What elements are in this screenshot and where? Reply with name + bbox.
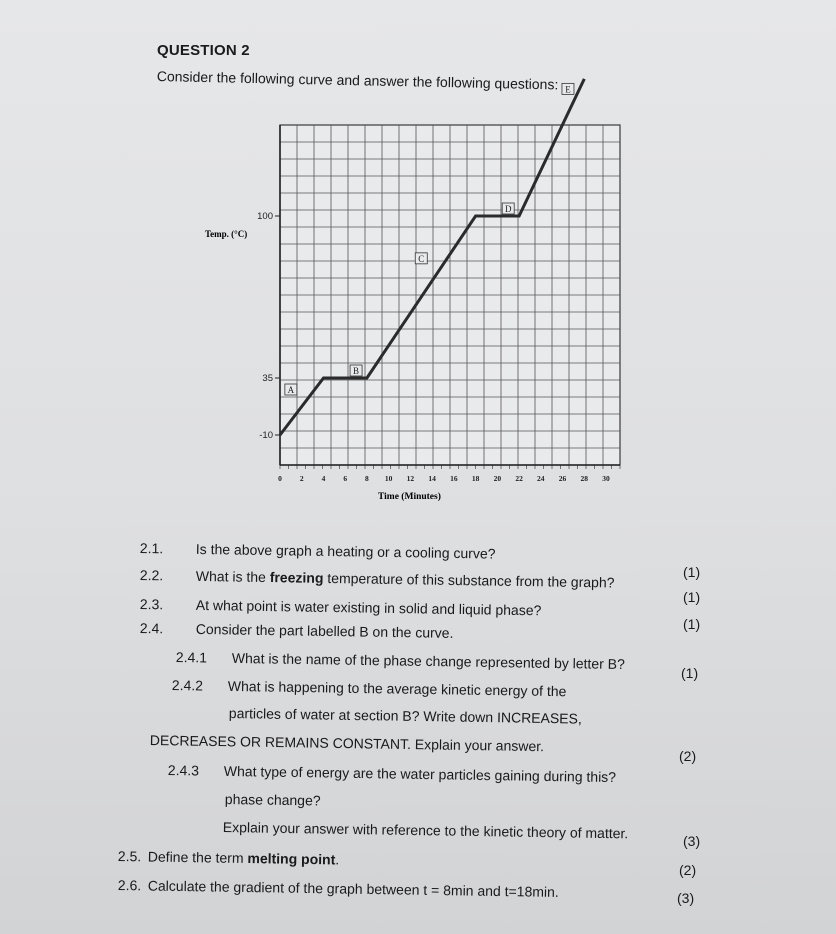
x-tick-label: 8 [365, 474, 369, 483]
x-tick-label: 10 [384, 474, 393, 483]
mark-2-1: (1) [683, 564, 701, 580]
segment-label-b [350, 365, 362, 376]
question-2-1: 2.1. Is the above graph a heating or a cooling curve? [139, 540, 496, 562]
mark-2-2: (1) [683, 589, 701, 605]
question-intro: Consider the following curve and answer the following questions: [156, 68, 559, 93]
x-tick-label: 16 [450, 474, 458, 483]
x-tick-label: 2 [299, 474, 304, 483]
segment-label-d [502, 203, 514, 214]
x-tick-labels [278, 474, 610, 483]
y-tick-label: -10 [259, 430, 273, 441]
x-tick-label: 0 [278, 474, 282, 483]
question-2-4-2-line2: particles of water at section B? Write down INCREASES, [228, 705, 582, 727]
chart-grid [280, 125, 620, 469]
segment-label-text: C [418, 253, 425, 264]
y-axis-label: Temp. (°C) [205, 229, 248, 239]
question-2-5: 2.5. Define the term melting point. [117, 848, 340, 868]
segment-label-a [285, 384, 297, 395]
question-2-4-3-line2: phase change? [224, 791, 321, 809]
segment-label-e [562, 83, 574, 94]
y-tick-label: 35 [262, 373, 273, 384]
segment-label-text: D [504, 204, 512, 214]
x-tick-label: 28 [580, 474, 589, 483]
question-2-2: 2.2. What is the freezing temperature of this substance from the graph? [139, 567, 615, 591]
x-tick-label: 12 [406, 474, 415, 483]
question-2-4-2: 2.4.2 What is happening to the average kinetic energy of the [171, 677, 567, 700]
segment-label-text: A [287, 385, 295, 395]
mark-2-4-3: (3) [683, 833, 701, 849]
segment-label-c [415, 253, 427, 264]
y-tick-label: 100 [257, 211, 273, 222]
question-heading: QUESTION 2 [157, 42, 250, 59]
mark-2-3: (1) [683, 616, 701, 632]
question-2-4-2-line3: DECREASES OR REMAINS CONSTANT. Explain your answer. [149, 732, 545, 755]
x-tick-label: 6 [343, 474, 348, 483]
x-tick-label: 22 [515, 474, 523, 483]
question-2-6: 2.6. Calculate the gradient of the graph between t = 8min and t=18min. [117, 877, 559, 900]
mark-2-4-2: (2) [679, 748, 697, 764]
question-2-4-3: 2.4.3 What type of energy are the water particles gaining during this? [167, 762, 617, 786]
segment-label-text: B [353, 366, 360, 376]
x-tick-label: 20 [493, 474, 502, 483]
x-axis-label: Time (Minutes) [378, 492, 441, 502]
y-tick-labels [257, 211, 280, 441]
x-tick-label: 30 [602, 474, 610, 483]
question-2-4-1: 2.4.1 What is the name of the phase change represented by letter B? [175, 649, 625, 673]
segment-label-text: E [565, 84, 571, 95]
mark-2-6: (3) [677, 890, 695, 906]
x-tick-label: 26 [558, 474, 567, 483]
x-tick-label: 24 [537, 474, 545, 483]
question-2-4-3-line3: Explain your answer with reference to the kinetic theory of matter. [222, 819, 629, 842]
x-tick-label: 4 [321, 474, 326, 483]
question-2-3: 2.3. At what point is water existing in solid and liquid phase? [139, 596, 542, 619]
x-tick-label: 18 [471, 474, 480, 483]
question-2-4: 2.4. Consider the part labelled B on the curve. [139, 620, 454, 641]
mark-2-5: (2) [679, 862, 697, 878]
x-tick-label: 14 [428, 474, 436, 483]
mark-2-4-1: (1) [681, 665, 699, 681]
